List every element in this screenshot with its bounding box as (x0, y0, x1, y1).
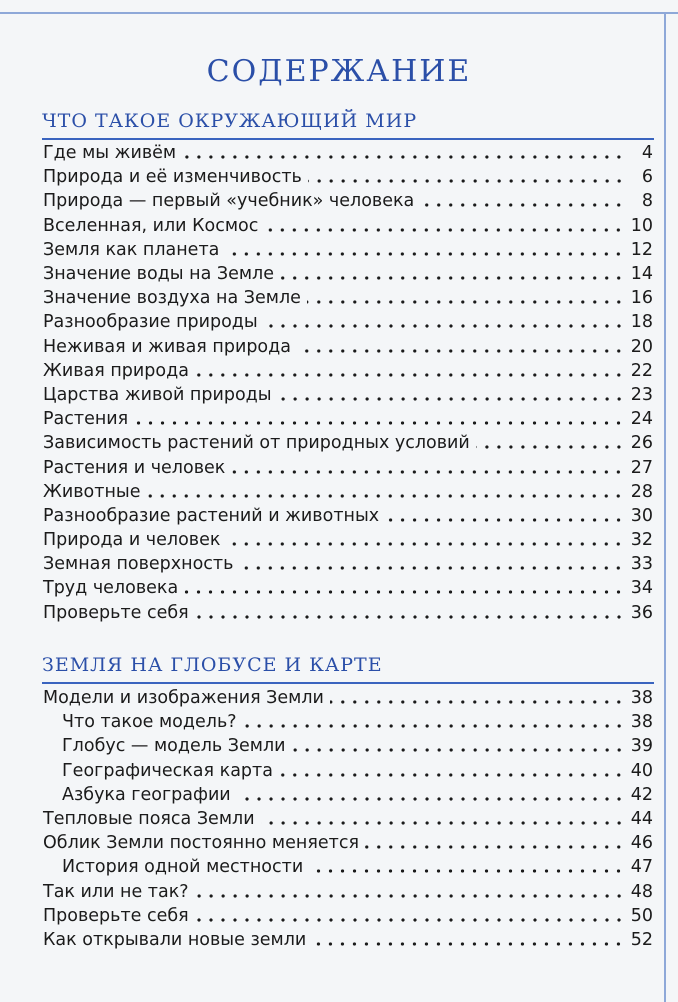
dot-leader (420, 203, 625, 207)
toc-entry-title: Значение воды на Земле (43, 264, 275, 285)
toc-page-number: 52 (630, 929, 653, 950)
toc-entry (43, 601, 653, 625)
toc-page-number: 27 (630, 457, 653, 478)
top-border-line (0, 12, 678, 14)
toc-page-number: 10 (630, 215, 653, 236)
toc-entry (43, 141, 653, 165)
toc-page-number: 36 (630, 602, 653, 623)
dot-leader (226, 542, 624, 546)
dot-leader (195, 373, 625, 377)
toc-entry-title: Природа — первый «учебник» человека (43, 191, 415, 212)
toc-entry (43, 880, 653, 904)
toc-entry-title: Растения (43, 409, 129, 430)
dot-leader (182, 155, 625, 159)
toc-entry-title: Географическая карта (62, 760, 273, 781)
dot-leader (264, 228, 624, 232)
dot-leader (292, 748, 625, 752)
toc-page-number: 26 (630, 433, 653, 454)
toc-entry-title: Азбука географии (62, 784, 231, 805)
dot-leader (134, 421, 625, 425)
toc-entry (62, 710, 653, 734)
toc-entry (43, 165, 653, 189)
toc-entry (43, 407, 653, 431)
dot-leader (195, 894, 625, 898)
toc-entry (43, 286, 653, 310)
toc-page-number: 8 (641, 191, 653, 212)
toc-entry (43, 831, 653, 855)
toc-entry-title: Разнообразие растений и животных (43, 505, 380, 526)
toc-page-number: 34 (630, 578, 653, 599)
toc-entry (43, 480, 653, 504)
toc-entry (62, 759, 653, 783)
dot-leader (476, 445, 625, 449)
toc-page-number: 32 (630, 530, 653, 551)
toc-entry-title: Модели и изображения Земли (43, 688, 324, 709)
dot-leader (309, 869, 625, 873)
toc-list (0, 141, 678, 625)
toc-entry-title: Живая природа (43, 360, 189, 381)
toc-entry-title: Земная поверхность (43, 554, 234, 575)
toc-entry-title: Глобус — модель Земли (62, 736, 286, 757)
toc-page-number: 14 (630, 264, 653, 285)
toc-entry-title: Облик Земли постоянно меняется (43, 833, 359, 854)
dot-leader (195, 918, 625, 922)
section-heading: ЧТО ТАКОЕ ОКРУЖАЮЩИЙ МИР (42, 110, 418, 132)
toc-entry-title: Животные (43, 481, 141, 502)
toc-entry-title: Тепловые пояса Земли (43, 809, 255, 830)
toc-entry (43, 904, 653, 928)
toc-entry-title: Что такое модель? (62, 712, 237, 733)
dot-leader (385, 518, 625, 522)
toc-page-number: 50 (630, 905, 653, 926)
toc-entry (62, 855, 653, 879)
dot-leader (184, 590, 625, 594)
page-title: СОДЕРЖАНИЕ (206, 54, 472, 89)
toc-entry (62, 783, 653, 807)
dot-leader (225, 252, 624, 256)
dot-leader (308, 179, 625, 183)
dot-leader (330, 700, 625, 704)
dot-leader (146, 494, 624, 498)
toc-entry-title: Как открывали новые земли (43, 929, 307, 950)
toc-page-number: 42 (630, 784, 653, 805)
toc-page-number: 4 (641, 143, 653, 164)
toc-entry-title: Природа и человек (43, 530, 221, 551)
toc-page-number: 38 (630, 712, 653, 733)
toc-page-number: 22 (630, 360, 653, 381)
toc-entry-title: Где мы живём (43, 143, 177, 164)
toc-entry (43, 310, 653, 334)
toc-page-number: 20 (630, 336, 653, 357)
toc-page-number: 39 (630, 736, 653, 757)
section-heading: ЗЕМЛЯ НА ГЛОБУСЕ И КАРТЕ (42, 654, 383, 676)
toc-entry-title: Проверьте себя (43, 602, 189, 623)
toc-page-number: 48 (630, 881, 653, 902)
toc-entry-title: Зависимость растений от природных условий (43, 433, 470, 454)
toc-page-number: 6 (641, 167, 653, 188)
dot-leader (231, 470, 624, 474)
toc-entry (43, 262, 653, 286)
toc-entry-title: Земля как планета (43, 239, 220, 260)
toc-page-number: 40 (630, 760, 653, 781)
dot-leader (237, 797, 625, 801)
dot-leader (280, 276, 625, 280)
toc-page-number: 46 (630, 833, 653, 854)
toc-entry (43, 383, 653, 407)
toc-entry (43, 552, 653, 576)
section-divider (42, 682, 654, 684)
dot-leader (312, 942, 624, 946)
toc-entry (43, 431, 653, 455)
dot-leader (297, 349, 625, 353)
toc-page-number: 33 (630, 554, 653, 575)
section-divider (42, 138, 654, 140)
dot-leader (365, 845, 625, 849)
dot-leader (243, 724, 625, 728)
toc-entry-title: Вселенная, или Космос (43, 215, 259, 236)
toc-page-number: 47 (630, 857, 653, 878)
toc-entry (43, 528, 653, 552)
toc-page-number: 23 (630, 384, 653, 405)
toc-entry (43, 238, 653, 262)
toc-entry-title: Значение воздуха на Земле (43, 288, 301, 309)
toc-entry (43, 686, 653, 710)
toc-entry (43, 359, 653, 383)
dot-leader (307, 300, 625, 304)
toc-page-number: 12 (630, 239, 653, 260)
toc-entry (62, 734, 653, 758)
toc-page-number: 18 (630, 312, 653, 333)
toc-page-number: 44 (630, 809, 653, 830)
toc-page-number: 38 (630, 688, 653, 709)
toc-entry (43, 189, 653, 213)
dot-leader (264, 324, 625, 328)
toc-entry-title: История одной местности (62, 857, 304, 878)
toc-entry-title: Природа и её изменчивость (43, 167, 302, 188)
toc-entry-title: Неживая и живая природа (43, 336, 291, 357)
toc-page-number: 16 (630, 288, 653, 309)
toc-page-number: 28 (630, 481, 653, 502)
toc-entry-title: Труд человека (43, 578, 179, 599)
toc-page-number: 30 (630, 505, 653, 526)
dot-leader (279, 773, 625, 777)
toc-entry (43, 576, 653, 600)
toc-page-number: 24 (630, 409, 653, 430)
toc-entry (43, 455, 653, 479)
toc-entry-title: Так или не так? (43, 881, 189, 902)
dot-leader (261, 821, 625, 825)
toc-entry-title: Проверьте себя (43, 905, 189, 926)
toc-entry-title: Растения и человек (43, 457, 226, 478)
dot-leader (278, 397, 625, 401)
toc-entry (43, 335, 653, 359)
toc-entry-title: Царства живой природы (43, 384, 272, 405)
toc-entry (43, 504, 653, 528)
dot-leader (195, 615, 625, 619)
dot-leader (239, 566, 624, 570)
toc-entry (43, 807, 653, 831)
toc-entry (43, 928, 653, 952)
toc-entry-title: Разнообразие природы (43, 312, 258, 333)
toc-list (0, 686, 678, 952)
toc-entry (43, 214, 653, 238)
